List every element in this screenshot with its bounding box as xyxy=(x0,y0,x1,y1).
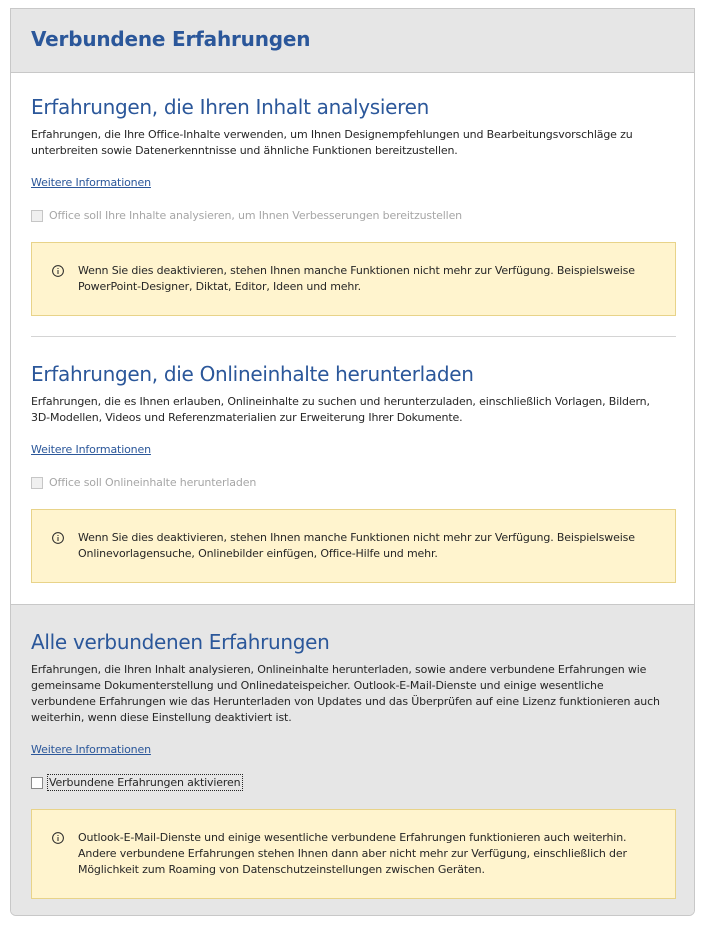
section-analyze-learn-more-link[interactable]: Weitere Informationen xyxy=(31,176,151,189)
analyze-warning-notice xyxy=(31,242,676,316)
all-warning-text: Outlook-E-Mail-Dienste und einige wesentliche verbundene Erfahrungen funktionieren auch weiterhin. Andere verbundene Erfahrungen stehen Ihnen dann aber nicht mehr zur Verfügung, einschließlich der Möglichkeit zum Roaming von Datenschutzeinstellungen zwischen Geräten. xyxy=(78,831,627,876)
all-warning-notice xyxy=(31,809,676,899)
download-warning-text: Wenn Sie dies deaktivieren, stehen Ihnen manche Funktionen nicht mehr zur Verfügung. Beispielsweise Onlinevorlagensuche, Onlinebilder einfügen, Office-Hilfe und mehr. xyxy=(78,531,635,560)
all-connected-experiences-section xyxy=(11,604,694,916)
enable-connected-experiences-label[interactable]: Verbundene Erfahrungen aktivieren xyxy=(49,776,241,789)
download-warning-notice xyxy=(31,509,676,583)
section-analyze-title: Erfahrungen, die Ihren Inhalt analysieren xyxy=(31,95,429,119)
connected-experiences-panel xyxy=(10,8,695,916)
info-icon xyxy=(52,532,64,544)
section-download-description: Erfahrungen, die es Ihnen erlauben, Onlineinhalte zu suchen und herunterzuladen, einschließlich Vorlagen, Bildern, 3D-Modellen, Videos und Referenzmaterialien zur Erweiterung Ihrer Dokumente. xyxy=(31,395,650,424)
download-content-checkbox[interactable] xyxy=(31,477,43,489)
page-title: Verbundene Erfahrungen xyxy=(31,27,311,51)
section-analyze-description: Erfahrungen, die Ihre Office-Inhalte verwenden, um Ihnen Designempfehlungen und Bearbeitungsvorschläge zu unterbreiten sowie Datenerkenntnisse und ähnliche Funktionen bereitzustellen. xyxy=(31,128,633,157)
panel-header xyxy=(11,9,694,73)
section-all-description: Erfahrungen, die Ihren Inhalt analysieren, Onlineinhalte herunterladen, sowie andere verbundene Erfahrungen wie gemeinsame Dokumenterstellung und Onlinedateispeicher. Outlook-E-Mail-Dienste und einige wesentliche verbundene Erfahrungen wie das Herunterladen von Updates und das Überprüfen auf eine Lizenz funktionieren auch weiterhin, wenn diese Einstellung deaktiviert ist. xyxy=(31,663,660,724)
section-all-title: Alle verbundenen Erfahrungen xyxy=(31,630,330,654)
section-divider xyxy=(31,336,676,337)
info-icon xyxy=(52,265,64,277)
info-icon xyxy=(52,832,64,844)
analyze-warning-text: Wenn Sie dies deaktivieren, stehen Ihnen manche Funktionen nicht mehr zur Verfügung. Beispielsweise PowerPoint-Designer, Diktat, Editor, Ideen und mehr. xyxy=(78,264,635,293)
download-content-checkbox-label[interactable]: Office soll Onlineinhalte herunterladen xyxy=(49,476,257,489)
analyze-content-checkbox[interactable] xyxy=(31,210,43,222)
analyze-content-checkbox-label[interactable]: Office soll Ihre Inhalte analysieren, um Ihnen Verbesserungen bereitzustellen xyxy=(49,209,463,222)
enable-connected-experiences-checkbox[interactable] xyxy=(31,777,43,789)
section-all-learn-more-link[interactable]: Weitere Informationen xyxy=(31,743,151,756)
section-download-title: Erfahrungen, die Onlineinhalte herunterladen xyxy=(31,362,474,386)
section-download-learn-more-link[interactable]: Weitere Informationen xyxy=(31,443,151,456)
